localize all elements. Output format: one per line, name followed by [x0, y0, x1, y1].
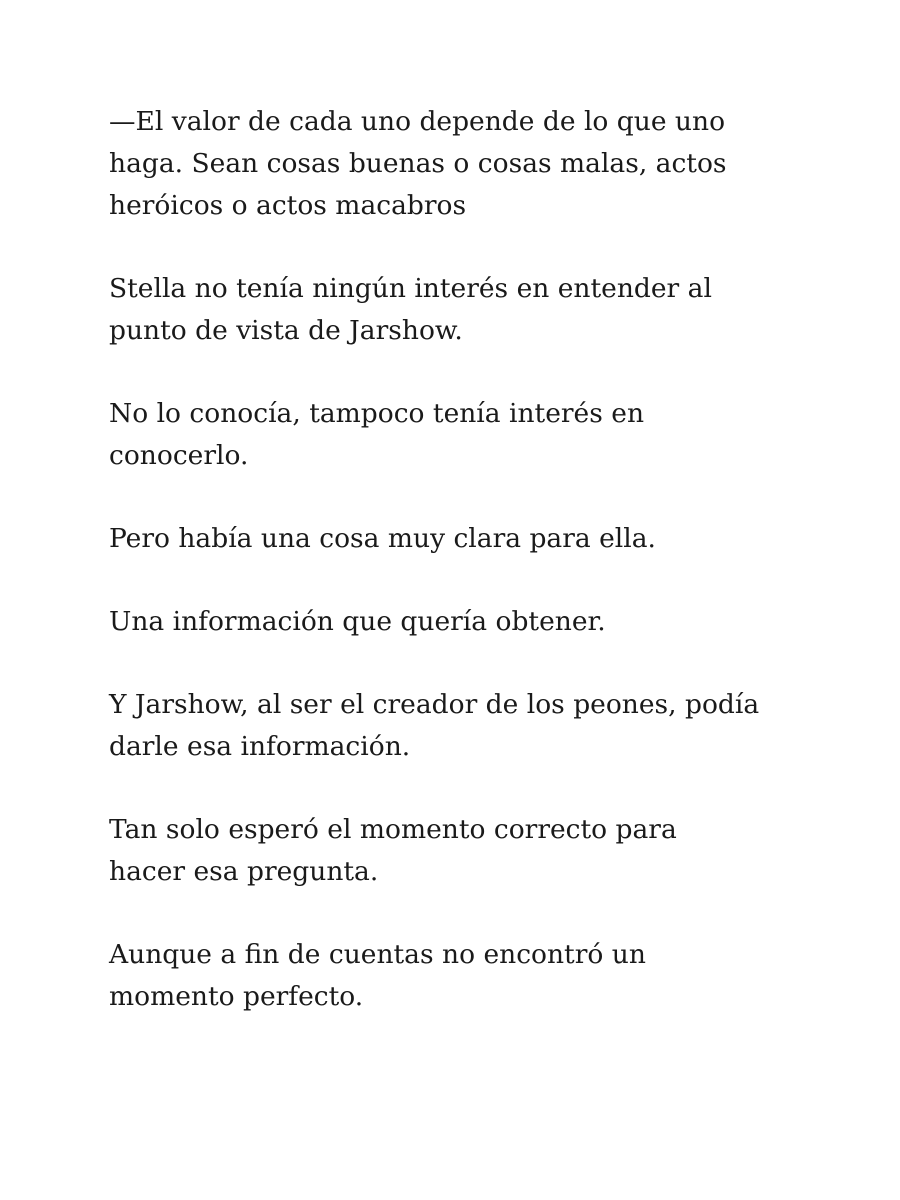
text-line: heróicos o actos macabros: [109, 190, 467, 221]
paragraph-no-perfect-moment: [109, 934, 800, 1018]
text-line: Pero había una cosa muy clara para ella.: [109, 523, 656, 554]
text-line: No lo conocía, tampoco tenía interés en: [109, 398, 645, 429]
paragraph-clear-thing: [109, 518, 800, 560]
text-line: punto de vista de Jarshow.: [109, 315, 463, 346]
text-line: haga. Sean cosas buenas o cosas malas, actos: [109, 148, 727, 179]
paragraph-jarshow-creator: [109, 684, 800, 768]
text-line: momento perfecto.: [109, 981, 364, 1012]
text-line: Aunque a fin de cuentas no encontró un: [109, 939, 646, 970]
paragraph-stella-interest: [109, 268, 800, 352]
text-line: Tan solo esperó el momento correcto para: [109, 814, 677, 845]
paragraph-information: [109, 601, 800, 643]
text-line: conocerlo.: [109, 440, 249, 471]
paragraph-dialogue: [109, 101, 800, 227]
text-line: Stella no tenía ningún interés en entender al: [109, 273, 712, 304]
text-line: darle esa información.: [109, 731, 411, 762]
paragraph-waited-moment: [109, 809, 800, 893]
text-line: Y Jarshow, al ser el creador de los peones, podía: [109, 689, 760, 720]
paragraph-not-know: [109, 393, 800, 477]
text-line: hacer esa pregunta.: [109, 856, 379, 887]
text-line: Una información que quería obtener.: [109, 606, 606, 637]
text-line: —El valor de cada uno depende de lo que uno: [109, 106, 726, 137]
